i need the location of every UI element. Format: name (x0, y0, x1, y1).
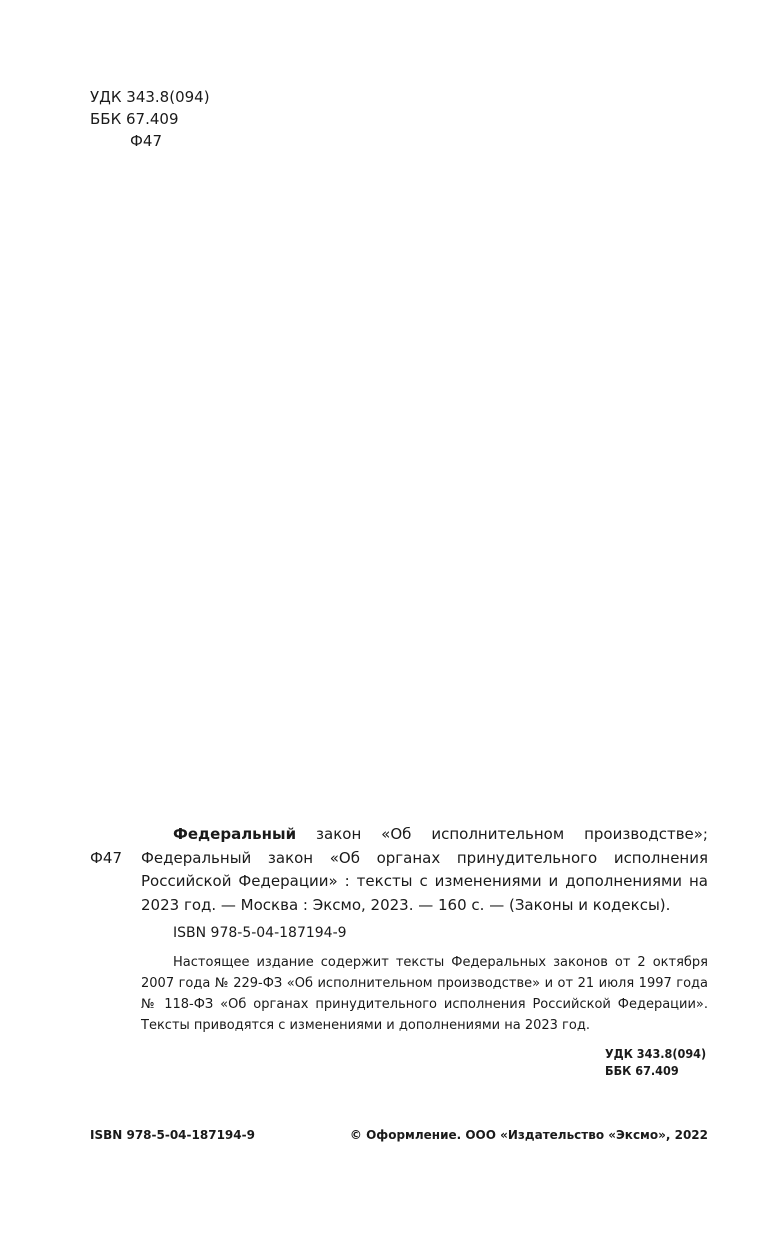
annotation-bbk: ББК 67.409 (605, 1063, 679, 1078)
annotation-codes (90, 1045, 708, 1079)
footer-isbn: ISBN 978-5-04-187194-9 (90, 1128, 255, 1142)
title-rest: закон «Об исполнительном производстве»; Федеральный закон «Об органах принудительного исполнения Российской Федерации» : тексты с изменениями и дополнениями на 2023 год. — Москва : Эксмо, 2023. — 160 с. — (Законы и кодексы). (141, 825, 708, 914)
title-lead: Федеральный (173, 825, 297, 843)
annotation-udk: УДК 343.8(094) (605, 1046, 707, 1061)
footer-copyright: © Оформление. ООО «Издательство «Эксмо», 2022 (349, 1128, 708, 1142)
abstract-text (90, 952, 708, 1036)
bibliographic-record (90, 823, 708, 917)
author-mark: Ф47 (130, 132, 162, 150)
abstract-body: Настоящее издание содержит тексты Федеральных законов от 2 октября 2007 года № 229-ФЗ «Об исполнительном производстве» и от 21 июля 1997 года № 118-ФЗ «Об органах принудительного исполнения Российской Федерации». Тексты приводятся с изменениями и дополнениями на 2023 год. (141, 955, 708, 1033)
bbk-code: ББК 67.409 (90, 110, 179, 128)
classification-codes (90, 86, 210, 152)
bibliographic-annotation (90, 823, 708, 1079)
udk-code: УДК 343.8(094) (90, 88, 210, 106)
margin-author-mark: Ф47 (90, 848, 122, 867)
isbn-line: ISBN 978-5-04-187194-9 (173, 925, 347, 941)
